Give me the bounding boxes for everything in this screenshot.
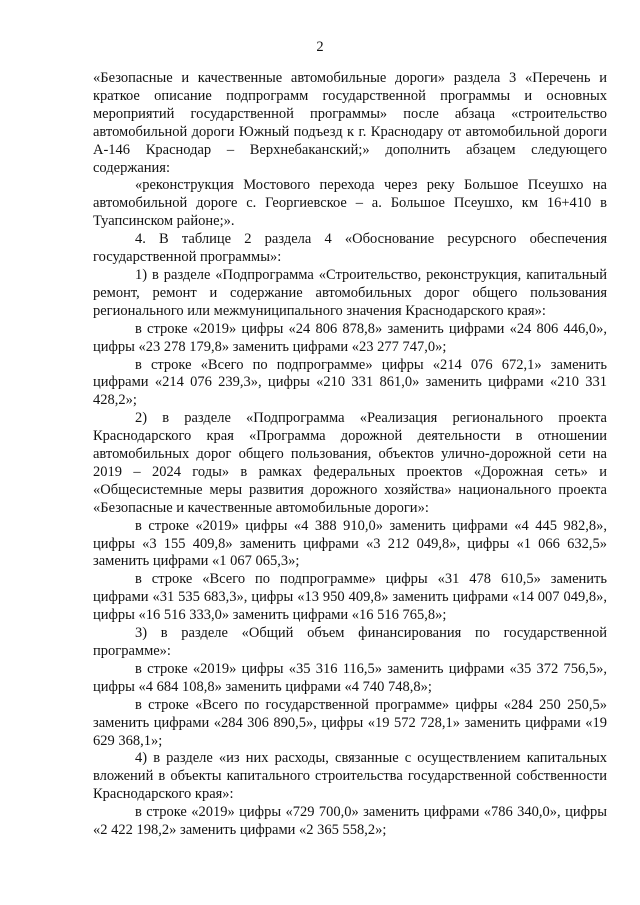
paragraph-4: 1) в разделе «Подпрограмма «Строительство, реконструкция, капитальный ремонт, ремонт и содержание автомобильных дорог общего пользования регионального или межмуниципального значения Краснодарского края»: (93, 266, 607, 319)
document-body (93, 70, 607, 840)
paragraph-14: в строке «2019» цифры «729 700,0» заменить цифрами «786 340,0», цифры «2 422 198,2» заменить цифрами «2 365 558,2»; (93, 804, 607, 839)
paragraph-11: в строке «2019» цифры «35 316 116,5» заменить цифрами «35 372 756,5», цифры «4 684 108,8» заменить цифрами «4 740 748,8»; (93, 660, 607, 695)
paragraph-2: «реконструкция Мостового перехода через реку Большое Псеушхо на автомобильной дороге с. Георгиевское – а. Большое Псеушхо, км 16+410 в Туапсинском районе;». (93, 177, 607, 230)
paragraph-1: «Безопасные и качественные автомобильные дороги» раздела 3 «Перечень и краткое описание подпрограмм государственной программы и основных мероприятий государственной программы» после абзаца «строительство автомобильной дороги Южный подъезд к г. Краснодару от автомобильной дороги А-146 Краснодар – Верхнебаканский;» дополнить абзацем следующего содержания: (93, 70, 607, 176)
paragraph-3: 4. В таблице 2 раздела 4 «Обоснование ресурсного обеспечения государственной программы»: (93, 231, 607, 266)
paragraph-9: в строке «Всего по подпрограмме» цифры «31 478 610,5» заменить цифрами «31 535 683,3», цифры «13 950 409,8» заменить цифрами «14 007 049,8», цифры «16 516 333,0» заменить цифрами «16 516 765,8»; (93, 571, 607, 624)
page-number: 2 (316, 39, 324, 55)
paragraph-8: в строке «2019» цифры «4 388 910,0» заменить цифрами «4 445 982,8», цифры «3 155 409,8» заменить цифрами «3 212 049,8», цифры «1 066 632,5» заменить цифрами «1 067 065,3»; (93, 517, 607, 570)
paragraph-10: 3) в разделе «Общий объем финансирования по государственной программе»: (93, 625, 607, 659)
paragraph-6: в строке «Всего по подпрограмме» цифры «214 076 672,1» заменить цифрами «214 076 239,3», цифры «210 331 861,0» заменить цифрами «210 331 428,2»; (93, 356, 607, 409)
paragraph-7: 2) в разделе «Подпрограмма «Реализация регионального проекта Краснодарского края «Программа дорожной деятельности в отношении автомобильных дорог общего пользования, объектов улично-дорожной сети на 2019 – 2024 годы» в рамках федеральных проектов «Дорожная сеть» и «Общесистемные меры развития дорожного хозяйства» национального проекта «Безопасные и качественные автомобильные дороги»: (93, 410, 607, 516)
paragraph-13: 4) в разделе «из них расходы, связанные с осуществлением капитальных вложений в объекты капитального строительства государственной собственности Краснодарского края»: (93, 750, 607, 803)
paragraph-12: в строке «Всего по государственной программе» цифры «284 250 250,5» заменить цифрами «284 306 890,5», цифры «19 572 728,1» заменить цифрами «19 629 368,1»; (93, 696, 607, 749)
paragraph-5: в строке «2019» цифры «24 806 878,8» заменить цифрами «24 806 446,0», цифры «23 278 179,8» заменить цифрами «23 277 747,0»; (93, 320, 607, 355)
